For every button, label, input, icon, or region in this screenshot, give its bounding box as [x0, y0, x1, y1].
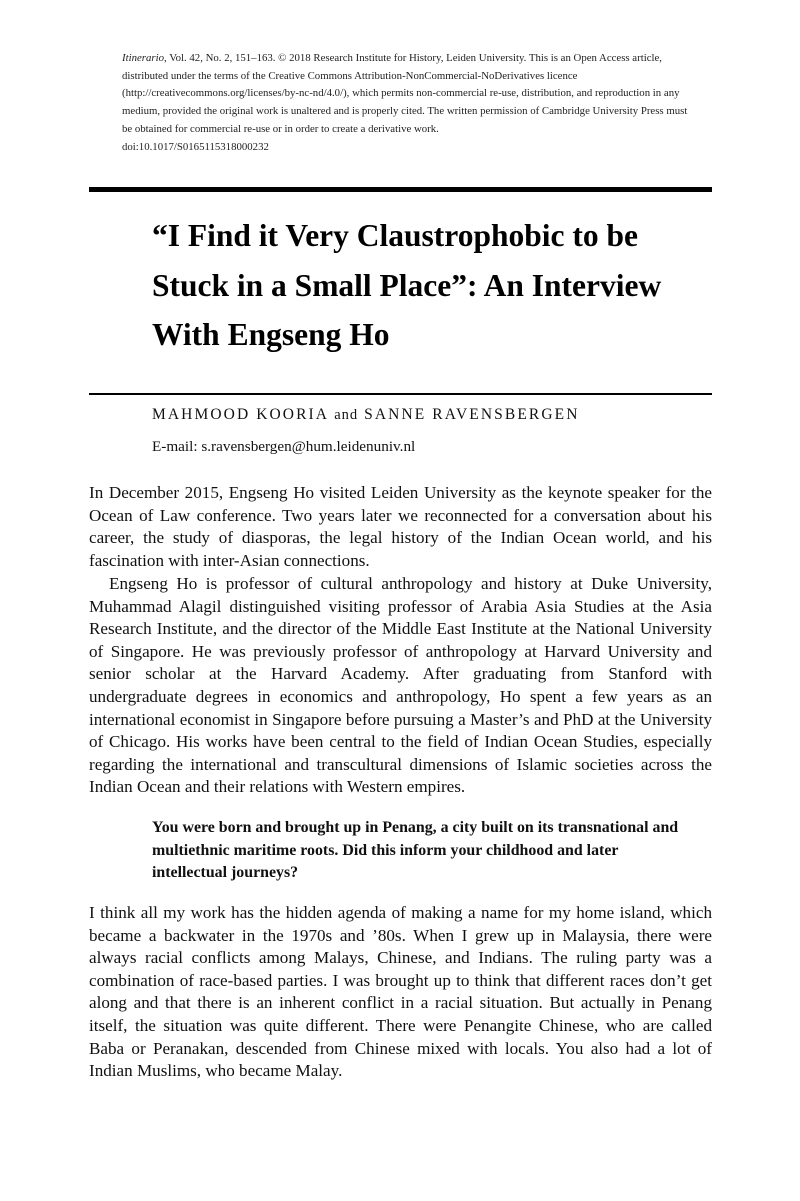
interview-answer: I think all my work has the hidden agenda of making a name for my home island, which became a backwater in the 1970s and ’80s. When I grew up in Malaysia, there were always racial conflicts among Malays, Chinese, and Indians. The ruling party was a combination of race-based parties. I was brought up to think that different races don’t get along and that there is an inherent conflict in a racial situation. But actually in Penang itself, the situation was quite different. There were Penangite Chinese, who are called Baba or Peranakan, descended from Chinese mixed with locals. You also had a lot of Indian Muslims, who became Malay.	[89, 903, 712, 1081]
author-name: MAHMOOD KOORIA	[152, 406, 329, 423]
author-line	[152, 406, 580, 424]
journal-name: Itinerario	[122, 52, 164, 64]
author-name: SANNE RAVENSBERGEN	[364, 406, 580, 423]
bio-paragraph: Engseng Ho is professor of cultural anthropology and history at Duke University, Muhammad Alagil distinguished visiting professor of Arabia Asia Studies at the Asia Research Institute, and the director of the Middle East Institute at the National University of Singapore. He was previously professor of anthropology at Harvard University and senior scholar at the Harvard Academy. After graduating from Stanford with undergraduate degrees in economics and anthropology, Ho spent a few years as an international economist in Singapore before pursuing a Master’s and PhD at the University of Chicago. His works have been central to the field of Indian Ocean Studies, especially regarding the international and transcultural dimensions of Islamic societies across the Indian Ocean and their relations with Western empires.	[89, 574, 712, 797]
interview-question: You were born and brought up in Penang, a city built on its transnational and multiethnic maritime roots. Did this inform your childhood and later intellectual journeys?	[152, 819, 679, 882]
doi-text: doi:10.1017/S0165115318000232	[122, 140, 269, 153]
copyright-header	[122, 50, 692, 156]
article-title: “I Find it Very Claustrophobic to be Stuck in a Small Place”: An Interview With Engseng Ho	[152, 218, 662, 352]
citation-text: , Vol. 42, No. 2, 151–163. © 2018 Research Institute for History, Leiden University. This is an Open Access article, distributed under the terms of the Creative Commons Attribution-NonCommercial-NoDerivatives licence (http://creativecommons.org/licenses/by-nc-nd/4.0/), which permits non-commercial re-use, distribution, and reproduction in any medium, provided the original work is unaltered and is properly cited. The written permission of Cambridge University Press must be obtained for commercial re-use or in order to create a derivative work.	[122, 52, 688, 135]
contact-email: E-mail: s.ravensbergen@hum.leidenuniv.nl	[152, 438, 416, 455]
intro-paragraph: In December 2015, Engseng Ho visited Leiden University as the keynote speaker for the Ocean of Law conference. Two years later we reconnected for a conversation about his career, the study of diasporas, the legal history of the Indian Ocean world, and his fascination with inter-Asian connections.	[89, 483, 712, 570]
title-rule-divider	[89, 393, 712, 395]
top-rule-divider	[89, 187, 712, 192]
author-joiner: and	[334, 407, 359, 423]
